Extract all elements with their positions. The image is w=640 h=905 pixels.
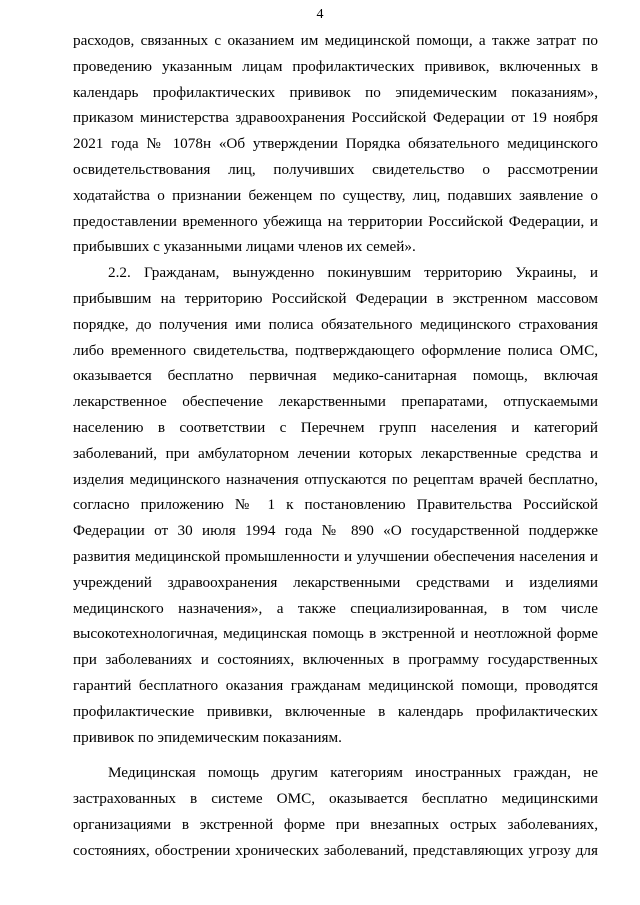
page-number: 4 bbox=[316, 7, 324, 22]
text-line: развития медицинской промышленности и улучшении обеспечения населения и bbox=[73, 547, 598, 565]
paragraph-gap bbox=[73, 750, 598, 760]
text-line: согласно приложению № 1 к постановлению Правительства Российской bbox=[73, 496, 598, 514]
text-line: организациями в экстренной форме при внезапных острых заболеваниях, bbox=[73, 815, 598, 833]
paragraph bbox=[73, 760, 598, 863]
text-line: 2021 года № 1078н «Об утверждении Порядка обязательного медицинского bbox=[73, 135, 598, 153]
text-line: прибывшим на территорию Российской Федерации в экстренном массовом bbox=[73, 289, 598, 307]
text-line: 2.2. Гражданам, вынужденно покинувшим территорию Украины, и bbox=[108, 264, 598, 282]
text-line: населению в соответствии с Перечнем групп населения и категорий bbox=[73, 418, 598, 436]
text-line: ходатайства о признании беженцем по существу, лиц, подавших заявление о bbox=[73, 186, 598, 204]
text-line: приказом министерства здравоохранения Российской Федерации от 19 ноября bbox=[73, 109, 598, 127]
paragraph bbox=[73, 28, 598, 260]
text-line: предоставлении временного убежища на территории Российской Федерации, и bbox=[73, 212, 598, 230]
text-line: при заболеваниях и состояниях, включенных в программу государственных bbox=[73, 651, 598, 669]
text-line: заболеваний, при амбулаторном лечении которых лекарственные средства и bbox=[73, 444, 598, 462]
text-line: состояниях, обострении хронических заболеваний, представляющих угрозу для bbox=[73, 841, 598, 859]
text-line: календарь профилактических прививок по эпидемическим показаниям», bbox=[73, 83, 598, 101]
text-line: профилактические прививки, включенные в календарь профилактических bbox=[73, 702, 598, 720]
text-line: изделия медицинского назначения отпускаются по рецептам врачей бесплатно, bbox=[73, 470, 598, 488]
text-line: освидетельствования лиц, получивших свидетельство о рассмотрении bbox=[73, 160, 598, 178]
text-line: медицинского назначения», а также специализированная, в том числе bbox=[73, 599, 598, 617]
text-line: лекарственное обеспечение лекарственными препаратами, отпускаемыми bbox=[73, 393, 598, 411]
text-line: либо временного свидетельства, подтверждающего оформление полиса ОМС, bbox=[73, 341, 598, 359]
text-line: гарантий бесплатного оказания гражданам медицинской помощи, проводятся bbox=[73, 676, 598, 694]
text-line: учреждений здравоохранения лекарственными средствами и изделиями bbox=[73, 573, 598, 591]
text-line: Медицинская помощь другим категориям иностранных граждан, не bbox=[108, 764, 598, 782]
paragraph bbox=[73, 260, 598, 750]
text-line: проведению указанным лицам профилактических прививок, включенных в bbox=[73, 57, 598, 75]
text-line: застрахованных в системе ОМС, оказывается бесплатно медицинскими bbox=[73, 790, 598, 808]
text-line: прибывших с указанными лицами членов их семей». bbox=[73, 238, 416, 256]
text-line: расходов, связанных с оказанием им медицинской помощи, а также затрат по bbox=[73, 32, 598, 49]
text-line: порядке, до получения ими полиса обязательного медицинского страхования bbox=[73, 315, 598, 333]
document-body bbox=[73, 28, 598, 864]
text-line: прививок по эпидемическим показаниям. bbox=[73, 728, 342, 746]
text-line: Федерации от 30 июля 1994 года № 890 «О государственной поддержке bbox=[73, 522, 598, 540]
text-line: высокотехнологичная, медицинская помощь в экстренной и неотложной форме bbox=[73, 625, 598, 643]
text-line: оказывается бесплатно первичная медико-санитарная помощь, включая bbox=[73, 367, 598, 385]
